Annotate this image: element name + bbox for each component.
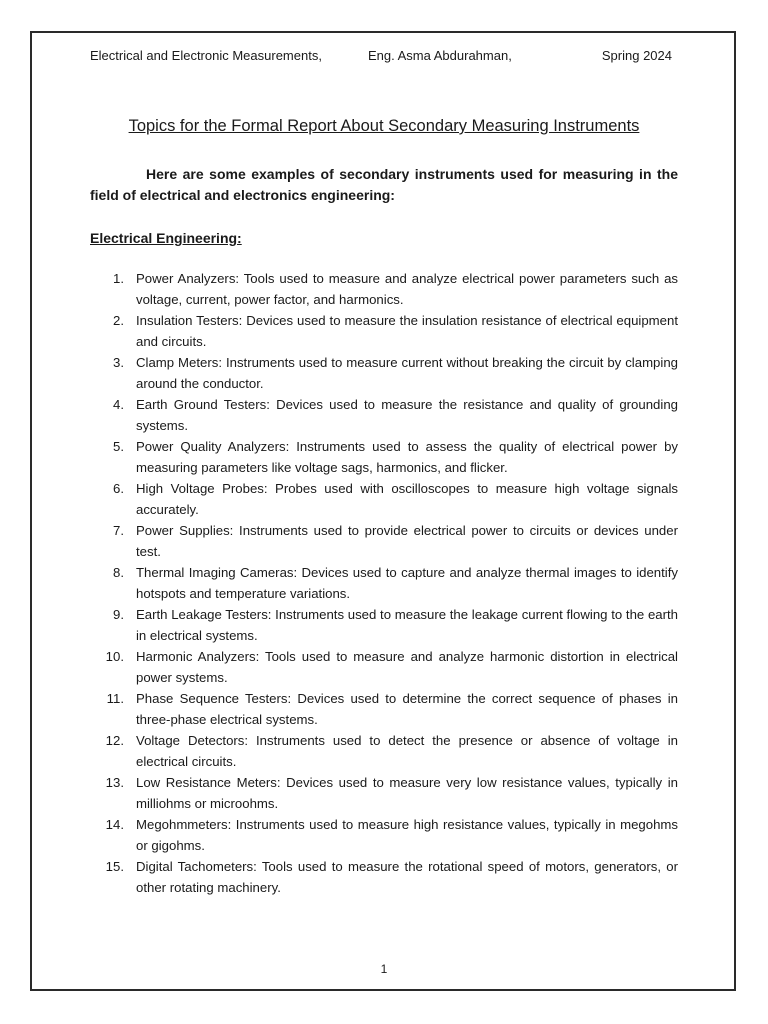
list-item-text: Insulation Testers: Devices used to measure the insulation resistance of electrical equipment and circuits. [136, 313, 678, 349]
list-item [90, 814, 678, 856]
list-item-text: Megohmmeters: Instruments used to measure high resistance values, typically in megohms or gigohms. [136, 817, 678, 853]
list-item [90, 478, 678, 520]
list-item [90, 436, 678, 478]
list-item-text: Power Analyzers: Tools used to measure and analyze electrical power parameters such as voltage, current, power factor, and harmonics. [136, 271, 678, 307]
list-item [90, 688, 678, 730]
section-heading-electrical: Electrical Engineering: [90, 230, 242, 246]
topic-list [90, 268, 678, 898]
list-item-number: 14. [105, 817, 124, 832]
list-item-number: 5. [113, 439, 124, 454]
list-item-number: 6. [113, 481, 124, 496]
list-item-text: Thermal Imaging Cameras: Devices used to capture and analyze thermal images to identify hotspots and temperature variations. [136, 565, 678, 601]
list-item-text: Power Supplies: Instruments used to provide electrical power to circuits or devices under test. [136, 523, 678, 559]
list-item-number: 3. [113, 355, 124, 370]
header-course: Electrical and Electronic Measurements, [90, 48, 322, 63]
list-item-number: 9. [113, 607, 124, 622]
list-item-text: Harmonic Analyzers: Tools used to measure and analyze harmonic distortion in electrical power systems. [136, 649, 678, 685]
list-item [90, 646, 678, 688]
list-item [90, 856, 678, 898]
list-item-number: 4. [113, 397, 124, 412]
list-item-text: Earth Ground Testers: Devices used to measure the resistance and quality of grounding systems. [136, 397, 678, 433]
list-item-number: 15. [105, 859, 124, 874]
list-item [90, 394, 678, 436]
list-item-number: 10. [105, 649, 124, 664]
header-term: Spring 2024 [601, 48, 672, 63]
list-item-text: Phase Sequence Testers: Devices used to determine the correct sequence of phases in three-phase electrical systems. [136, 691, 678, 727]
list-item [90, 310, 678, 352]
list-item-number: 8. [113, 565, 124, 580]
list-item-text: Power Quality Analyzers: Instruments used to assess the quality of electrical power by measuring parameters like voltage sags, harmonics, and flicker. [136, 439, 678, 475]
list-item-text: Voltage Detectors: Instruments used to detect the presence or absence of voltage in electrical circuits. [136, 733, 678, 769]
list-item-number: 12. [105, 733, 124, 748]
list-item-text: High Voltage Probes: Probes used with oscilloscopes to measure high voltage signals accurately. [136, 481, 678, 517]
list-item [90, 268, 678, 310]
header-author: Eng. Asma Abdurahman, [368, 48, 512, 63]
page-header [90, 48, 678, 66]
page-number: 1 [380, 962, 388, 976]
list-item-number: 13. [105, 775, 124, 790]
list-item-text: Low Resistance Meters: Devices used to measure very low resistance values, typically in milliohms or microohms. [136, 775, 678, 811]
list-item-number: 2. [113, 313, 124, 328]
list-item [90, 352, 678, 394]
document-title: Topics for the Formal Report About Secondary Measuring Instruments [128, 117, 640, 135]
list-item-text: Earth Leakage Testers: Instruments used to measure the leakage current flowing to the earth in electrical systems. [136, 607, 678, 643]
list-item [90, 772, 678, 814]
list-item-number: 11. [106, 691, 124, 706]
list-item [90, 562, 678, 604]
list-item [90, 520, 678, 562]
list-item-number: 7. [113, 523, 124, 538]
list-item [90, 604, 678, 646]
intro-paragraph: Here are some examples of secondary instruments used for measuring in the field of electrical and electronics engineering: [90, 166, 678, 203]
list-item-text: Clamp Meters: Instruments used to measure current without breaking the circuit by clamping around the conductor. [136, 355, 678, 391]
list-item [90, 730, 678, 772]
list-item-text: Digital Tachometers: Tools used to measure the rotational speed of motors, generators, or other rotating machinery. [136, 859, 678, 895]
list-item-number: 1. [113, 271, 124, 286]
